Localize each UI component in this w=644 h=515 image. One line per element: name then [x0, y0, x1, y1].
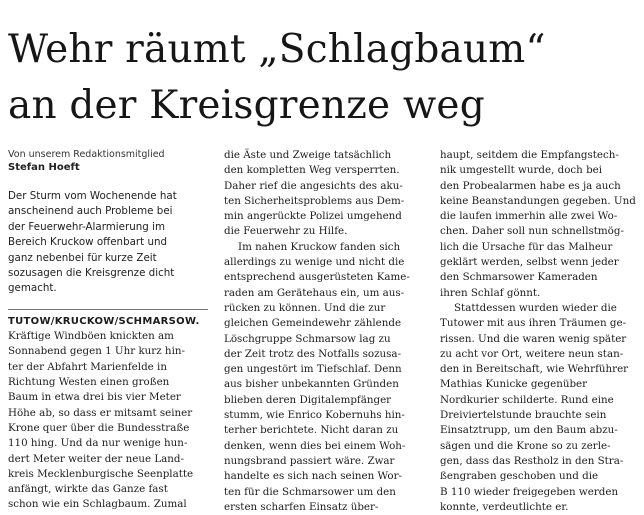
body-line: ter der Abfahrt Marienfelde in [8, 360, 167, 373]
byline-author: Stefan Hoeft [8, 162, 80, 173]
body-line: den Probealarmen habe es ja auch [440, 179, 621, 192]
body-line: Stattdessen wurden wieder die [454, 301, 617, 314]
body-line: Nordkurier schilderte. Rund eine [440, 393, 614, 406]
body-line: chen. Daher soll nun schnellstmög- [440, 225, 624, 238]
headline [8, 22, 638, 134]
lead-line: anscheinend auch Probleme bei [8, 205, 173, 218]
headline-line-2: an der Kreisgrenze weg [8, 83, 485, 128]
lead-paragraph [8, 189, 208, 297]
body-line: nungsbrand passiert wäre. Zwar [224, 454, 395, 467]
body-line: gen ungestört im Tiefschlaf. Denn [224, 363, 402, 376]
headline-line-1: Wehr räumt „Schlagbaum“ [8, 27, 546, 72]
body-line: ten für die Schmarsower um den [224, 485, 396, 498]
body-line: Richtung Westen einen großen [8, 376, 170, 389]
body-line: B 110 wieder freigegeben werden [440, 485, 619, 498]
body-line: den Schmarsower Kameraden [440, 271, 598, 284]
body-line: sägen und die Krone so zu zerle- [440, 439, 611, 452]
body-line: Löschgruppe Schmarsow lag zu [224, 332, 391, 345]
body-line: der Zeit trotz des Notfalls sozusa- [224, 347, 402, 360]
body-line: stumm, wie Enrico Kobernuhs hin- [224, 409, 405, 422]
body-line: gleichen Gemeindewehr zählende [224, 317, 402, 330]
body-line: anfängt, wirkte das Ganze fast [8, 483, 168, 496]
body-line: ßengraben geschoben und die [440, 470, 599, 483]
body-line: entsprechend ausgerüsteten Kame- [224, 271, 410, 284]
body-line: Daher rief die angesichts des aku- [224, 179, 403, 192]
lead-line: ganz nebenbei für kurze Zeit [8, 251, 157, 264]
body-line: ten Sicherheitsproblems aus Dem- [224, 194, 405, 207]
body-line: Sonnabend gegen 1 Uhr kurz hin- [8, 345, 185, 358]
body-line: Krone quer über die Bundesstraße [8, 421, 190, 434]
body-line: die laufen immerhin alle zwei Wo- [440, 210, 618, 223]
body-line: handelte es sich nach seinen Wor- [224, 470, 403, 483]
body-line: gen, dass das Restholz in den Stra- [440, 454, 624, 467]
lead-line: gemacht. [8, 282, 57, 295]
body-line: terher berichtete. Nicht daran zu [224, 424, 399, 437]
lead-line: Bereich Kruckow offenbart und [8, 236, 168, 249]
dateline: TUTOW/KRUCKOW/SCHMARSOW. [8, 315, 200, 327]
body-line: Höhe ab, so dass er mitsamt seiner [8, 406, 193, 419]
body-line: schon wie ein Schlagbaum. Zumal [8, 498, 187, 511]
body-line: keine Beanstandungen gegeben. Und [440, 194, 636, 207]
body-line: geklärt werden, selbst wenn jeder [440, 256, 619, 269]
body-line: nik umgestellt wurde, doch bei [440, 164, 603, 177]
body-line: lich die Ursache für das Malheur [440, 240, 613, 253]
byline-prefix: Von unserem Redaktionsmitglied [8, 149, 165, 160]
body-line: Kräftige Windböen knickten am [8, 330, 174, 343]
body-line: Tutower mit aus ihren Träumen ge- [440, 317, 627, 330]
body-line: Im nahen Kruckow fanden sich [238, 240, 401, 253]
body-line: rücken zu können. Und die zur [224, 301, 386, 314]
body-line: ihren Schlaf gönnt. [440, 286, 541, 299]
body-line: den in Bereitschaft, wie Wehrführer [440, 363, 629, 376]
body-text-column-2 [224, 148, 420, 515]
lead-line: sozusagen die Kreisgrenze dicht [8, 267, 175, 280]
lead-line: Der Sturm vom Wochenende hat [8, 190, 177, 202]
body-line: denken, wenn dies bei einem Woh- [224, 439, 406, 452]
body-line: 110 hing. Und da nur wenige hun- [8, 437, 188, 450]
column-1 [8, 148, 208, 513]
body-line: zu acht vor Ort, weitere neun stan- [440, 347, 624, 360]
body-line: ersten scharfen Einsatz über- [224, 500, 379, 513]
body-line: blieben deren Digitalempfänger [224, 393, 392, 406]
body-line: konnte, verdeutlichte er. [440, 500, 569, 513]
body-line: allerdings zu wenige und nicht die [224, 256, 405, 269]
body-line: Dreiviertelstunde brauchte sein [440, 409, 607, 422]
body-line: haupt, seitdem die Empfangstech- [440, 149, 619, 161]
lead-line: der Feuerwehr-Alarmierung im [8, 220, 165, 233]
body-text-column-1 [8, 314, 208, 513]
body-line: Mathias Kunicke gegenüber [440, 378, 588, 391]
body-line: die Äste und Zweige tatsächlich [224, 149, 392, 161]
body-text-column-3 [440, 148, 634, 515]
body-line: den kompletten Weg versperrten. [224, 164, 400, 177]
body-line: dert Meter weiter der neue Land- [8, 452, 184, 465]
body-line: die Feuerwehr zu Hilfe. [224, 225, 348, 238]
body-line: Baum in etwa drei bis vier Meter [8, 391, 181, 404]
body-line: raden am Gerätehaus ein, um aus- [224, 286, 405, 299]
body-line: min angerückte Polizei umgehend [224, 210, 402, 223]
body-line: aus bisher unbekannten Gründen [224, 378, 399, 391]
section-divider [8, 309, 208, 310]
body-line: Einsatztrupp, um den Baum abzu- [440, 424, 618, 437]
body-line: kreis Mecklenburgische Seenplatte [8, 467, 194, 480]
body-line: rissen. Und die waren wenig später [440, 332, 627, 345]
